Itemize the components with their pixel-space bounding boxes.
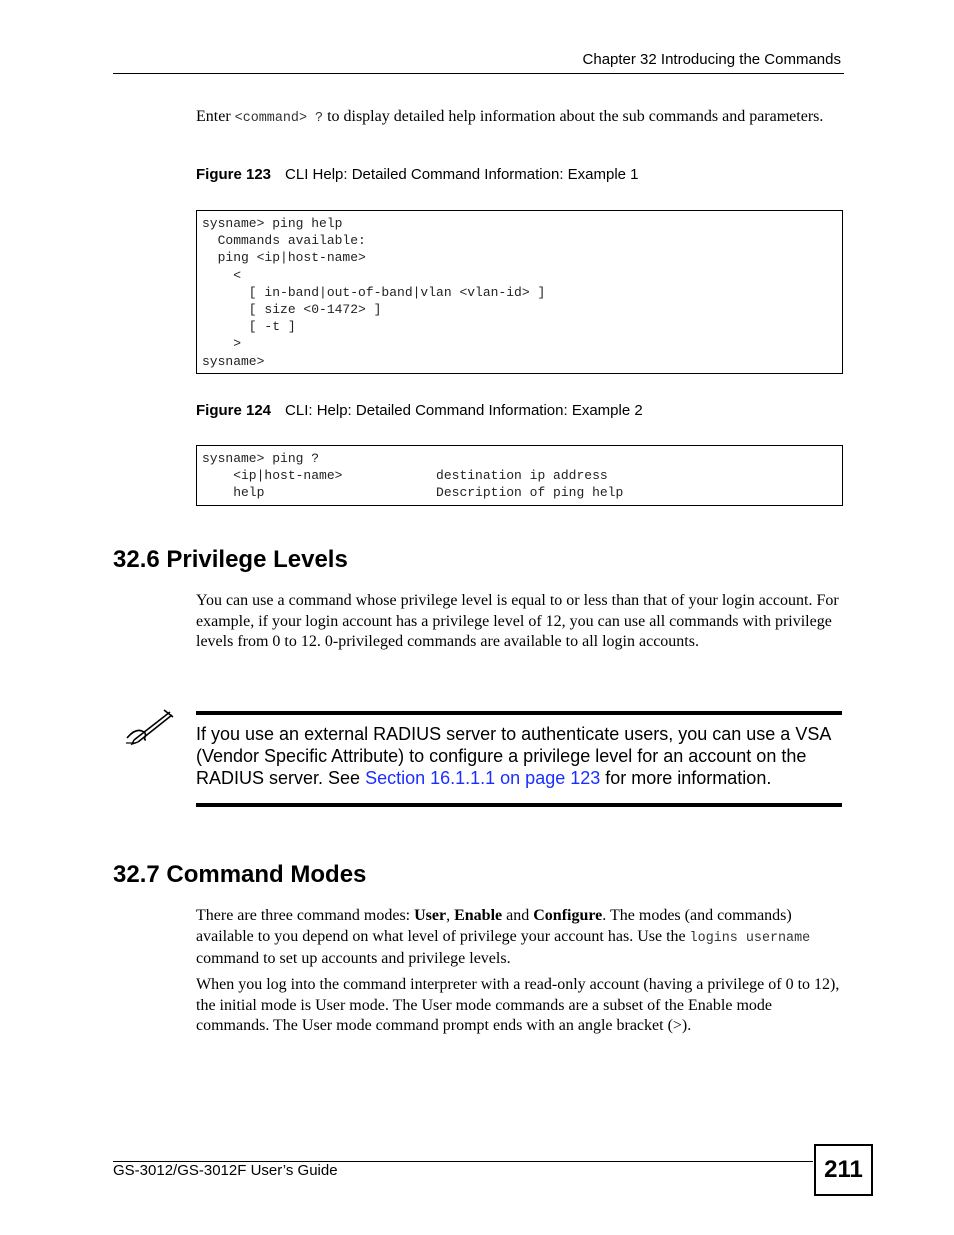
text-run: ,	[446, 907, 455, 924]
note-top-bar	[196, 711, 842, 715]
footer-guide-title: GS-3012/GS-3012F User’s Guide	[113, 1162, 338, 1179]
text-run: There are three command modes:	[196, 907, 415, 924]
section-link[interactable]: Section 16.1.1.1 on page 123	[365, 768, 601, 788]
header-rule	[113, 73, 844, 74]
section-heading-privilege-levels: 32.6 Privilege Levels	[113, 546, 348, 573]
code-line: sysname>	[202, 353, 265, 369]
page-number: 211	[814, 1144, 873, 1196]
code-line: <	[202, 267, 242, 283]
figure-124-title: CLI: Help: Detailed Command Information: Example 2	[285, 402, 643, 419]
figure-123-label: Figure 123	[196, 166, 272, 183]
intro-pre: Enter	[196, 108, 235, 125]
command-modes-paragraph-1	[196, 906, 844, 970]
running-header: Chapter 32 Introducing the Commands	[582, 51, 841, 68]
code-line: help Description of ping help	[202, 485, 624, 501]
note-bottom-bar	[196, 803, 842, 807]
pencil-note-icon	[124, 706, 174, 746]
mode-user: User	[414, 907, 447, 924]
code-line: [ size <0-1472> ]	[202, 302, 382, 318]
code-line: sysname> ping ?	[202, 451, 320, 466]
figure-123-title: CLI Help: Detailed Command Information: Example 1	[285, 166, 639, 183]
code-line: [ in-band|out-of-band|vlan <vlan-id> ]	[202, 284, 546, 300]
code-line: Commands available:	[202, 233, 366, 249]
logins-username-code: logins username	[689, 930, 811, 946]
figure-123-code-block	[196, 210, 843, 374]
figure-123-caption	[196, 166, 639, 183]
figure-124-code-block	[196, 445, 843, 506]
command-modes-paragraph-2: When you log into the command interpreter with a read-only account (having a privilege of 0 to 12), the initial mode is User mode. The User mode commands are a subset of the Enable mode commands. The User mode command prompt ends with an angle bracket (>).	[196, 976, 840, 1034]
code-line: [ -t ]	[202, 319, 296, 335]
section-heading-command-modes: 32.7 Command Modes	[113, 861, 367, 888]
text-run: . The modes (and commands) available to you depend on what level of privilege your account has. Use the	[196, 907, 792, 945]
figure-124-label: Figure 124	[196, 402, 272, 419]
text-run: command to set up accounts and privilege levels.	[196, 950, 511, 967]
note-text	[196, 723, 846, 789]
intro-post: to display detailed help information about the sub commands and parameters.	[323, 108, 824, 125]
figure-124-caption	[196, 402, 643, 419]
mode-configure: Configure	[533, 907, 603, 924]
intro-paragraph	[196, 107, 844, 130]
code-line: sysname> ping help	[202, 216, 343, 231]
code-line: >	[202, 336, 242, 352]
code-line: <ip|host-name> destination ip address	[202, 468, 608, 484]
privilege-levels-paragraph: You can use a command whose privilege level is equal to or less than that of your login account. For example, if your login account has a privilege level of 12, you can use all commands with privilege levels from 0 to 12. 0-privileged commands are available to all login accounts.	[196, 592, 839, 650]
mode-enable: Enable	[454, 907, 503, 924]
text-run: and	[502, 907, 534, 924]
note-text-pre: If you use an external RADIUS server to authenticate users, you can use a VSA (Vendor Specific Attribute) to configure a privilege level for an account on the RADIUS server. See	[196, 724, 831, 788]
note-text-post: for more information.	[600, 768, 772, 788]
intro-code: <command> ?	[234, 111, 324, 126]
code-line: ping <ip|host-name>	[202, 250, 366, 266]
